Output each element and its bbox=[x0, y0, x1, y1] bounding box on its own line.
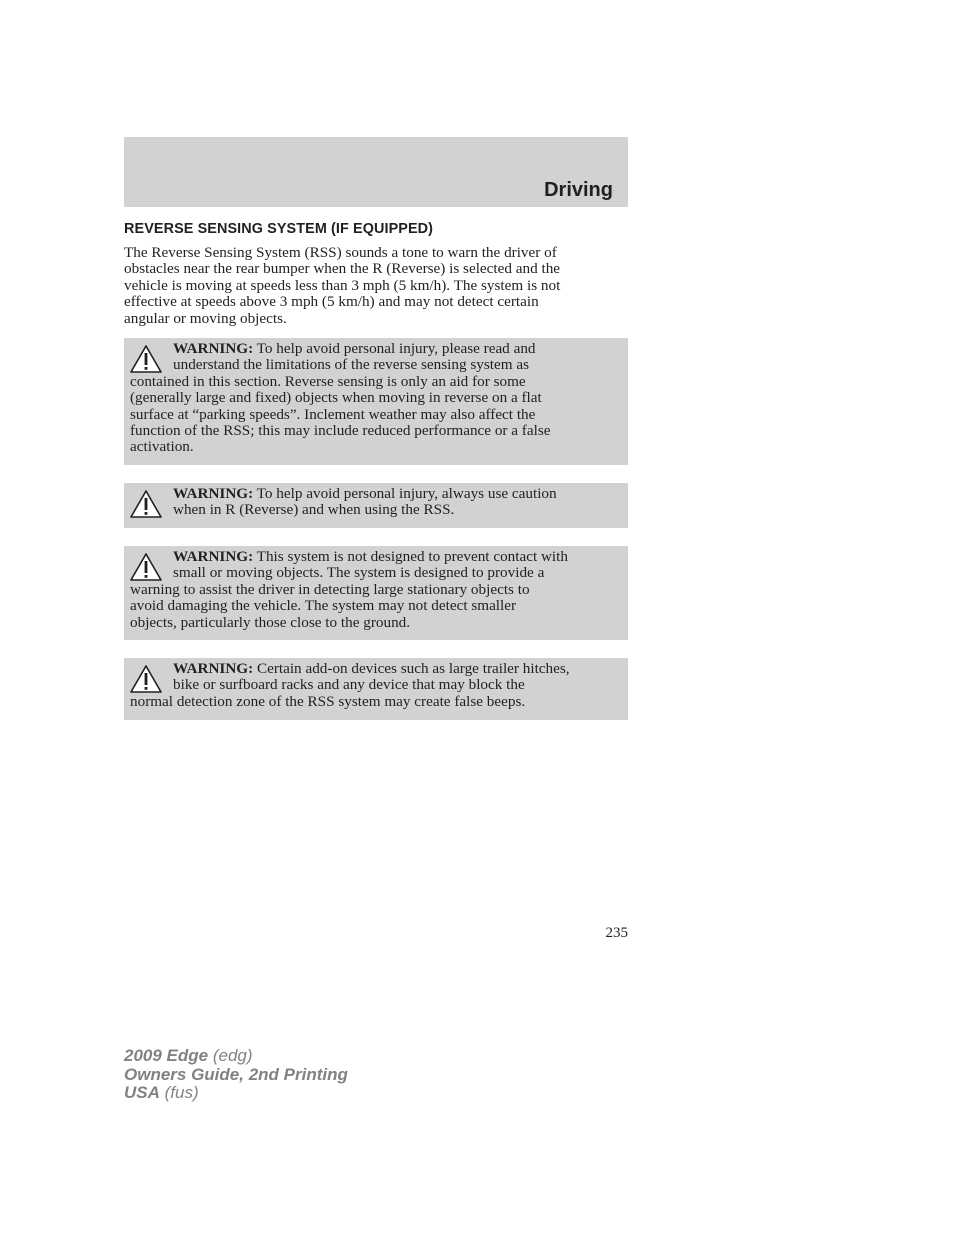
warning-line: when in R (Reverse) and when using the RSS. bbox=[173, 501, 455, 519]
warning-text: To help avoid personal injury, always use caution bbox=[253, 485, 557, 502]
footer-line-guide bbox=[124, 1066, 348, 1085]
warning-text: Certain add-on devices such as large trailer hitches, bbox=[253, 660, 570, 677]
warning-first-line bbox=[130, 486, 622, 502]
warning-line: activation. bbox=[130, 438, 194, 456]
warning-box bbox=[124, 338, 628, 465]
warning-triangle-icon bbox=[129, 664, 163, 694]
warning-label: WARNING: bbox=[173, 660, 254, 677]
warning-first-line bbox=[130, 661, 622, 677]
footer-model-code: (edg) bbox=[208, 1046, 253, 1065]
paragraph-line: The Reverse Sensing System (RSS) sounds a tone to warn the driver of bbox=[124, 244, 557, 261]
warning-label: WARNING: bbox=[173, 485, 254, 502]
warning-triangle-icon bbox=[129, 489, 163, 519]
warning-text: To help avoid personal injury, please read and bbox=[253, 340, 536, 357]
footer-guide: Owners Guide, 2nd Printing bbox=[124, 1064, 348, 1084]
warning-triangle-icon bbox=[129, 552, 163, 582]
warning-line: avoid damaging the vehicle. The system may not detect smaller bbox=[130, 597, 517, 615]
document-footer bbox=[124, 1047, 348, 1103]
warning-line: surface at “parking speeds”. Inclement weather may also affect the bbox=[130, 405, 536, 423]
section-header-band bbox=[124, 137, 628, 207]
paragraph-line: angular or moving objects. bbox=[124, 309, 287, 327]
footer-line-market bbox=[124, 1084, 348, 1103]
warning-label: WARNING: bbox=[173, 340, 254, 357]
warning-line: objects, particularly those close to the ground. bbox=[130, 613, 411, 631]
warning-box bbox=[124, 546, 628, 640]
paragraph-line: obstacles near the rear bumper when the R (Reverse) is selected and the bbox=[124, 260, 561, 278]
warning-line: warning to assist the driver in detecting large stationary objects to bbox=[130, 580, 530, 598]
warning-first-line bbox=[130, 549, 622, 565]
warning-label: WARNING: bbox=[173, 548, 254, 565]
paragraph-line: vehicle is moving at speeds less than 3 mph (5 km/h). The system is not bbox=[124, 276, 561, 294]
footer-market: USA bbox=[124, 1083, 160, 1102]
warning-first-line bbox=[130, 341, 622, 357]
footer-market-code: (fus) bbox=[159, 1083, 199, 1102]
warning-line: normal detection zone of the RSS system may create false beeps. bbox=[130, 692, 526, 710]
section-heading: REVERSE SENSING SYSTEM (IF EQUIPPED) bbox=[124, 221, 434, 237]
warning-line: bike or surfboard racks and any device that may block the bbox=[173, 676, 525, 694]
warning-line: contained in this section. Reverse sensing is only an aid for some bbox=[130, 372, 526, 390]
warning-line: (generally large and fixed) objects when moving in reverse on a flat bbox=[130, 389, 542, 407]
section-title: Driving bbox=[544, 179, 613, 201]
paragraph-line: effective at speeds above 3 mph (5 km/h) and may not detect certain bbox=[124, 293, 539, 311]
warning-text: This system is not designed to prevent contact with bbox=[253, 548, 568, 565]
warning-box bbox=[124, 483, 628, 528]
warning-line: function of the RSS; this may include reduced performance or a false bbox=[130, 422, 551, 440]
warning-triangle-icon bbox=[129, 344, 163, 374]
warning-line: small or moving objects. The system is designed to provide a bbox=[173, 564, 545, 582]
footer-model: 2009 Edge bbox=[124, 1046, 209, 1065]
warning-line: understand the limitations of the reverse sensing system as bbox=[173, 356, 529, 374]
intro-paragraph bbox=[124, 245, 630, 327]
warning-box bbox=[124, 658, 628, 720]
footer-line-model bbox=[124, 1047, 348, 1066]
page-number: 235 bbox=[605, 925, 628, 941]
